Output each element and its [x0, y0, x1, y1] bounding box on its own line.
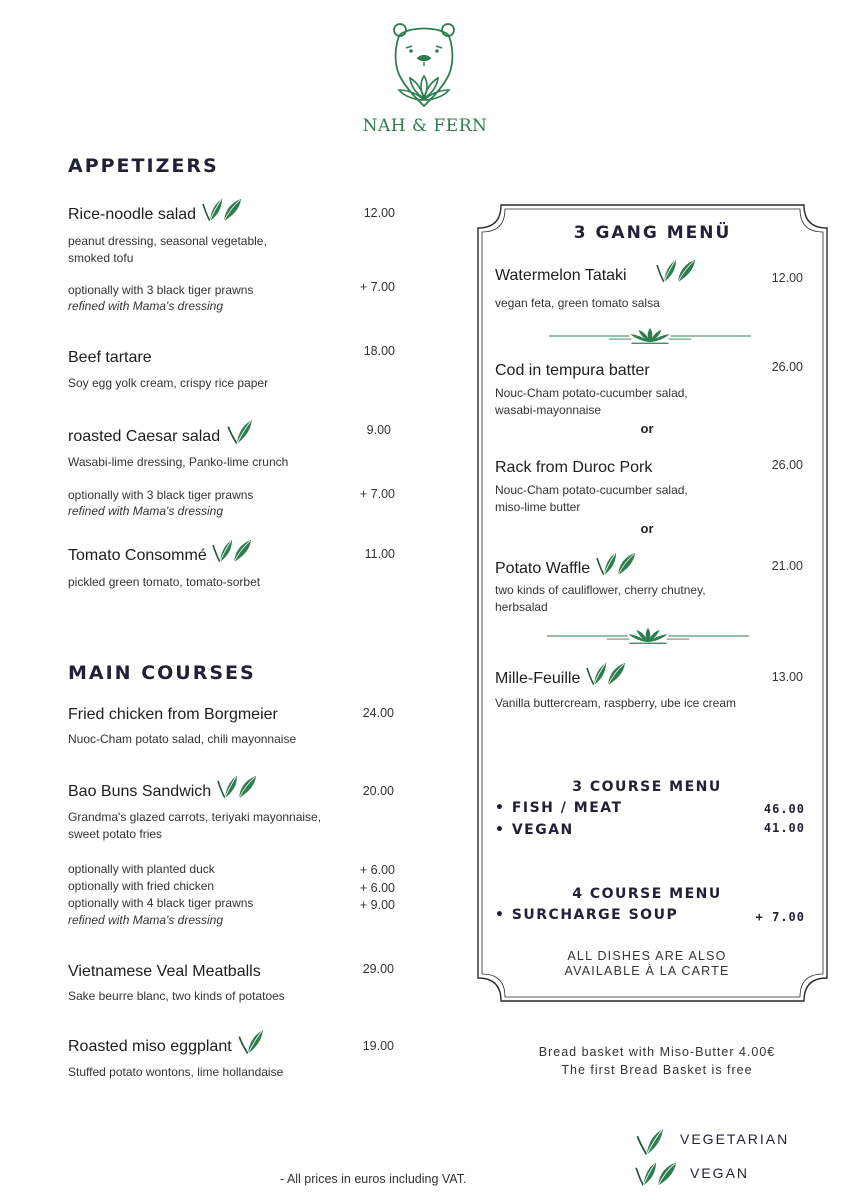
dish-price: 24.00: [362, 706, 394, 720]
dish-price: 26.00: [771, 458, 803, 472]
vegan-icon: [585, 660, 627, 688]
dish-price: 19.00: [362, 1039, 394, 1053]
legend-vegan-label: VEGAN: [690, 1165, 750, 1181]
dish-name-text: Mille-Feuille: [495, 670, 581, 687]
logo: [360, 20, 490, 140]
dish-name: [495, 670, 627, 688]
set-menu-box: [477, 204, 828, 1002]
option-prices: [335, 862, 395, 915]
vegan-icon: [201, 196, 243, 224]
or-separator: or: [640, 521, 654, 536]
four-course-title: 4 COURSE MENU: [572, 886, 722, 902]
option-note: [68, 912, 253, 929]
option-price: + 6.00: [359, 880, 395, 895]
dish-name: [68, 206, 243, 224]
set-menu-title: 3 GANG MENÜ: [573, 223, 732, 243]
option-note-text: refined with Mama's dressing: [68, 299, 224, 313]
option-line: optionally with fried chicken: [68, 879, 215, 893]
option-line: optionally with 4 black tiger prawns: [68, 896, 254, 910]
vegetarian-icon: [236, 1028, 264, 1056]
dish-price: 29.00: [362, 962, 394, 976]
vegan-icon: [211, 537, 253, 565]
dish-price: 21.00: [771, 559, 803, 573]
option-line: optionally with 3 black tiger prawns: [68, 283, 254, 297]
option-price: + 6.00: [359, 863, 395, 877]
dish-description: Stuffed potato wontons, lime hollandaise: [68, 1065, 284, 1079]
dish-name: [495, 560, 637, 578]
vegetarian-icon: [225, 418, 253, 446]
course-option-label: VEGAN: [511, 822, 574, 838]
description-line: miso-lime butter: [495, 500, 581, 514]
course-option-price: 41.00: [763, 821, 805, 835]
dish-name-text: Bao Buns Sandwich: [68, 783, 212, 800]
course-option-label: FISH / MEAT: [511, 800, 623, 816]
dish-description: [68, 233, 267, 267]
option-line: optionally with 3 black tiger prawns: [68, 488, 254, 502]
legend: [632, 1127, 832, 1193]
dish-name-text: Roasted miso eggplant: [68, 1038, 232, 1055]
description-line: smoked tofu: [68, 251, 134, 265]
description-line: herbsalad: [495, 600, 548, 614]
bread-line: Bread basket with Miso-Butter 4.00€: [538, 1045, 776, 1059]
dish-name: [68, 547, 253, 565]
option-note: [68, 298, 223, 315]
note-line: AVAILABLE À LA CARTE: [564, 964, 730, 978]
dish-name: Fried chicken from Borgmeier: [68, 706, 278, 723]
option-line: optionally with planted duck: [68, 862, 215, 876]
dish-price: 13.00: [771, 670, 803, 684]
dish-description: [495, 582, 706, 616]
dish-description: [495, 482, 688, 516]
description-line: Grandma's glazed carrots, teriyaki mayonnaise,: [68, 810, 322, 824]
bear-lotus-logo-icon: [390, 20, 458, 110]
brand-name: NAH & FERN: [362, 116, 488, 136]
vegan-icon: [595, 550, 637, 578]
vegan-icon: [216, 773, 258, 801]
dish-price: 20.00: [362, 784, 394, 798]
dish-name: [68, 428, 253, 446]
dish-description: Wasabi-lime dressing, Panko-lime crunch: [68, 455, 289, 469]
dish-description: Sake beurre blanc, two kinds of potatoes: [68, 989, 285, 1003]
dish-price: 12.00: [771, 271, 803, 285]
dish-price: 12.00: [363, 206, 395, 220]
description-line: peanut dressing, seasonal vegetable,: [68, 234, 267, 248]
dish-price: 11.00: [364, 547, 395, 561]
course-option-price: 46.00: [763, 802, 805, 816]
description-line: Nouc-Cham potato-cucumber salad,: [495, 386, 688, 400]
three-course-title: 3 COURSE MENU: [572, 779, 722, 795]
option-price: + 9.00: [359, 898, 395, 912]
bread-note: [477, 1043, 837, 1079]
dish-description: pickled green tomato, tomato-sorbet: [68, 575, 261, 589]
dish-name: [68, 783, 258, 801]
vegetarian-icon: [634, 1127, 664, 1157]
description-line: two kinds of cauliflower, cherry chutney,: [495, 583, 706, 597]
dish-description: [495, 385, 688, 419]
option-price: + 7.00: [359, 280, 395, 294]
description-line: sweet potato fries: [68, 827, 163, 841]
description-line: wasabi-mayonnaise: [495, 403, 602, 417]
dish-name-text: Rice-noodle salad: [68, 206, 197, 223]
option-note-text: refined with Mama's dressing: [68, 913, 224, 927]
dish-description: vegan feta, green tomato salsa: [495, 296, 660, 310]
dish-description: Nuoc-Cham potato salad, chili mayonnaise: [68, 732, 297, 746]
dish-description: [68, 809, 321, 843]
note-line: ALL DISHES ARE ALSO: [567, 949, 727, 963]
option-note: [68, 503, 223, 520]
bread-line: The first Bread Basket is free: [561, 1063, 753, 1077]
dish-price: 26.00: [771, 360, 803, 374]
dish-name-text: roasted Caesar salad: [68, 428, 221, 445]
dish-description: Vanilla buttercream, raspberry, ube ice cream: [495, 696, 736, 710]
dish-name: Cod in tempura batter: [495, 362, 650, 379]
dish-name-text: Tomato Consommé: [68, 547, 207, 564]
dish-name: Rack from Duroc Pork: [495, 459, 653, 476]
vegan-icon: [655, 257, 697, 285]
course-option: • SURCHARGE SOUP: [495, 907, 679, 923]
option-price: + 7.00: [359, 487, 395, 501]
course-option-price: + 7.00: [755, 910, 805, 924]
dish-name-text: Watermelon Tataki: [495, 267, 627, 284]
option-list: [68, 861, 253, 929]
dish-name-text: Potato Waffle: [495, 560, 591, 577]
description-line: Nouc-Cham potato-cucumber salad,: [495, 483, 688, 497]
course-option: • VEGAN: [495, 822, 574, 838]
legend-vegetarian-label: VEGETARIAN: [680, 1131, 790, 1147]
course-option: • FISH / MEAT: [495, 800, 623, 816]
appetizers-title: APPETIZERS: [68, 155, 219, 177]
course-option-label: SURCHARGE SOUP: [511, 907, 679, 923]
option-note-text: refined with Mama's dressing: [68, 504, 224, 518]
or-separator: or: [640, 421, 654, 436]
dish-name: [495, 267, 697, 285]
dish-name: [68, 1038, 264, 1056]
a-la-carte-note: [477, 949, 817, 978]
dish-price: 9.00: [366, 423, 391, 437]
dish-name: Beef tartare: [68, 349, 152, 366]
main-courses-title: MAIN COURSES: [68, 662, 256, 684]
ornament-divider: [547, 324, 753, 348]
vat-footnote: - All prices in euros including VAT.: [280, 1172, 467, 1186]
dish-name: Vietnamese Veal Meatballs: [68, 963, 261, 980]
dish-description: Soy egg yolk cream, crispy rice paper: [68, 376, 269, 390]
vegan-icon: [634, 1159, 678, 1189]
ornament-divider: [545, 624, 751, 648]
dish-price: 18.00: [363, 344, 395, 358]
